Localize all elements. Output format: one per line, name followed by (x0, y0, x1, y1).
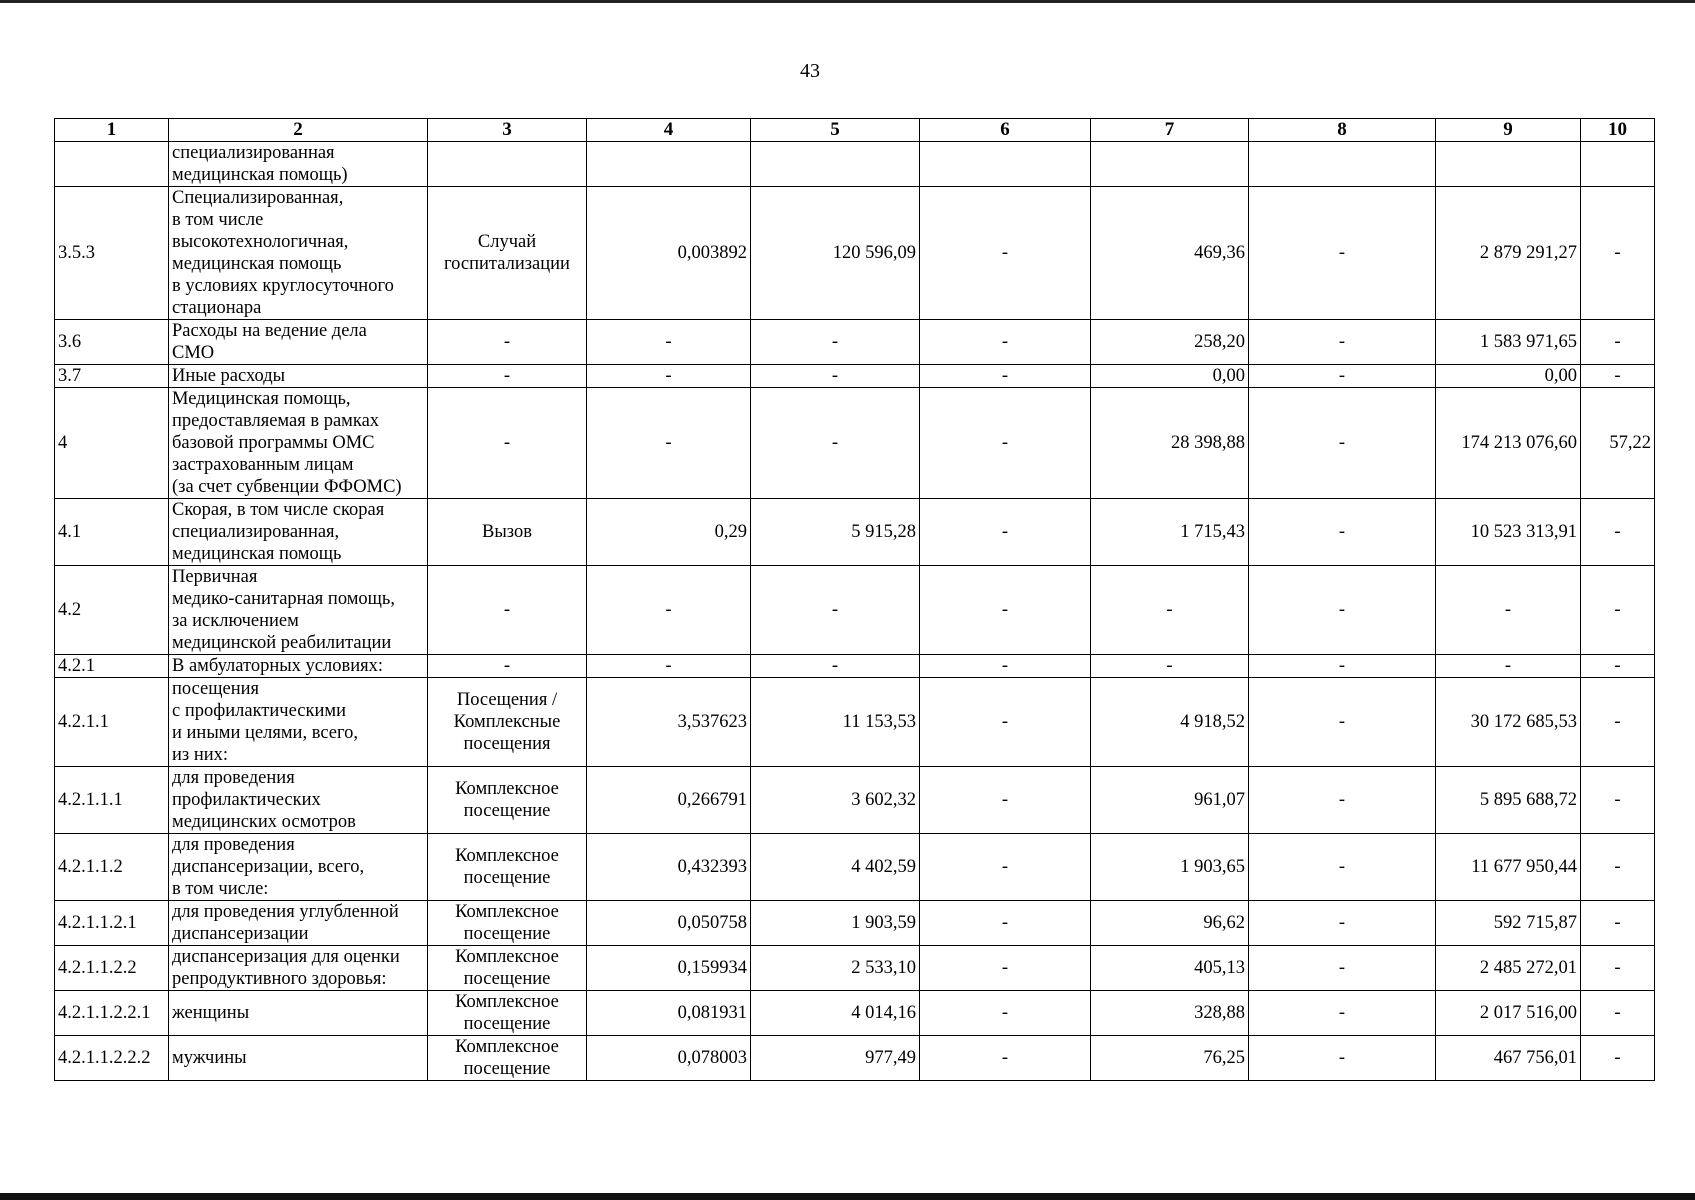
top-border-line (0, 0, 1695, 3)
cell-c8: - (1249, 1036, 1436, 1081)
row-unit-line: госпитализации (444, 254, 570, 274)
cell-c5: 2 533,10 (751, 946, 920, 991)
row-name-line: медицинских осмотров (172, 812, 356, 832)
table-row (55, 767, 1655, 834)
cell-c9: 5 895 688,72 (1436, 767, 1581, 834)
cell-c5: - (751, 655, 920, 678)
row-unit-line: посещение (463, 969, 551, 989)
cell-c4: - (587, 655, 751, 678)
row-unit-line: посещение (463, 1059, 551, 1079)
row-name-line: за исключением (172, 611, 299, 631)
row-name-line: репродуктивного здоровья: (172, 969, 387, 989)
cell-c10: - (1581, 1036, 1655, 1081)
row-name-line: Иные расходы (172, 366, 286, 386)
cell-c6: - (920, 320, 1091, 365)
row-name-line: медицинская помощь (172, 544, 342, 564)
row-unit (428, 991, 587, 1036)
row-name-line: в том числе (172, 210, 264, 230)
cell-c6: - (920, 767, 1091, 834)
cell-c9: - (1436, 655, 1581, 678)
row-code: 4.2 (55, 566, 169, 655)
cell-c10: - (1581, 499, 1655, 566)
row-name-line: Расходы на ведение дела (172, 321, 367, 341)
cell-c8 (1249, 142, 1436, 187)
cell-c6: - (920, 991, 1091, 1036)
cell-c4: 0,432393 (587, 834, 751, 901)
row-unit-line: Посещения / (456, 690, 558, 710)
header-cell: 2 (169, 119, 428, 142)
cell-c10: - (1581, 320, 1655, 365)
cell-c5: - (751, 388, 920, 499)
cell-c7: 28 398,88 (1091, 388, 1249, 499)
row-name-line: медицинской реабилитации (172, 633, 392, 653)
table-row (55, 901, 1655, 946)
cell-c8: - (1249, 365, 1436, 388)
cell-c5: 11 153,53 (751, 678, 920, 767)
cell-c5: 3 602,32 (751, 767, 920, 834)
row-unit (428, 1036, 587, 1081)
cell-c8: - (1249, 388, 1436, 499)
row-code (55, 142, 169, 187)
cell-c5: 120 596,09 (751, 187, 920, 320)
row-code: 4 (55, 388, 169, 499)
cell-c5: - (751, 365, 920, 388)
row-code: 4.2.1.1.2.2 (55, 946, 169, 991)
row-unit (428, 142, 587, 187)
header-cell: 9 (1436, 119, 1581, 142)
table-row (55, 388, 1655, 499)
row-name-line: для проведения (172, 835, 295, 855)
cell-c7: 96,62 (1091, 901, 1249, 946)
table-row (55, 499, 1655, 566)
table-row (55, 655, 1655, 678)
cell-c4: - (587, 320, 751, 365)
row-name-line: Медицинская помощь, (172, 389, 351, 409)
cell-c4: 0,29 (587, 499, 751, 566)
cell-c10: - (1581, 901, 1655, 946)
cell-c7: 1 903,65 (1091, 834, 1249, 901)
cell-c10: - (1581, 767, 1655, 834)
cell-c5: 4 014,16 (751, 991, 920, 1036)
cell-c6: - (920, 499, 1091, 566)
cell-c9: 592 715,87 (1436, 901, 1581, 946)
row-name (169, 566, 428, 655)
row-name (169, 946, 428, 991)
row-unit-line: Комплексное (455, 779, 559, 799)
row-unit-line: Комплексное (455, 992, 559, 1012)
row-code: 4.1 (55, 499, 169, 566)
row-unit (428, 946, 587, 991)
row-unit (428, 320, 587, 365)
cell-c10: - (1581, 678, 1655, 767)
cell-c9: 2 879 291,27 (1436, 187, 1581, 320)
table-row (55, 678, 1655, 767)
cell-c8: - (1249, 566, 1436, 655)
row-name-line: специализированная, (172, 522, 340, 542)
cell-c7 (1091, 142, 1249, 187)
cell-c4 (587, 142, 751, 187)
row-name-line: в условиях круглосуточного (172, 276, 394, 296)
cell-c7: - (1091, 566, 1249, 655)
cell-c7: 405,13 (1091, 946, 1249, 991)
row-name-line: специализированная (172, 143, 335, 163)
cell-c9: - (1436, 566, 1581, 655)
row-unit (428, 566, 587, 655)
row-name-line: СМО (172, 343, 215, 363)
cell-c8: - (1249, 320, 1436, 365)
row-name-line: В амбулаторных условиях: (172, 656, 384, 676)
row-name-line: Специализированная, (172, 188, 344, 208)
cell-c9: 2 485 272,01 (1436, 946, 1581, 991)
cell-c7: 961,07 (1091, 767, 1249, 834)
cell-c8: - (1249, 991, 1436, 1036)
cell-c5: - (751, 566, 920, 655)
cell-c9: 467 756,01 (1436, 1036, 1581, 1081)
row-name-line: для проведения углубленной (172, 902, 399, 922)
row-unit-line: Случай (477, 232, 537, 252)
cell-c10: - (1581, 187, 1655, 320)
cell-c5: - (751, 320, 920, 365)
cell-c8: - (1249, 655, 1436, 678)
table-row (55, 187, 1655, 320)
row-code: 3.5.3 (55, 187, 169, 320)
cell-c4: 0,081931 (587, 991, 751, 1036)
row-name-line: застрахованным лицам (172, 455, 354, 475)
row-name-line: профилактических (172, 790, 321, 810)
row-name-line: диспансеризации (172, 924, 309, 944)
cell-c9: 10 523 313,91 (1436, 499, 1581, 566)
cell-c6: - (920, 834, 1091, 901)
cell-c10: - (1581, 566, 1655, 655)
cell-c6: - (920, 566, 1091, 655)
cell-c6: - (920, 388, 1091, 499)
row-code: 4.2.1.1.2.2.1 (55, 991, 169, 1036)
row-name-line: мужчины (172, 1048, 247, 1068)
row-unit (428, 388, 587, 499)
header-cell: 6 (920, 119, 1091, 142)
row-name (169, 767, 428, 834)
cell-c6 (920, 142, 1091, 187)
cell-c4: - (587, 388, 751, 499)
row-name (169, 388, 428, 499)
cell-c10: - (1581, 834, 1655, 901)
row-unit-line: Комплексное (455, 902, 559, 922)
row-name-line: Первичная (172, 567, 258, 587)
row-name (169, 991, 428, 1036)
cell-c9 (1436, 142, 1581, 187)
table-row (55, 991, 1655, 1036)
cell-c9: 1 583 971,65 (1436, 320, 1581, 365)
row-unit (428, 834, 587, 901)
row-name (169, 365, 428, 388)
row-unit (428, 655, 587, 678)
row-name-line: (за счет субвенции ФФОМС) (172, 477, 402, 497)
row-unit-line: посещение (463, 801, 551, 821)
row-name-line: медицинская помощь) (172, 165, 348, 185)
cell-c8: - (1249, 901, 1436, 946)
row-code: 4.2.1.1.2 (55, 834, 169, 901)
row-unit-line: Комплексное (455, 1037, 559, 1057)
header-cell: 3 (428, 119, 587, 142)
row-name-line: стационара (172, 298, 262, 318)
row-code: 4.2.1.1.2.2.2 (55, 1036, 169, 1081)
row-unit-line: - (503, 332, 511, 352)
row-unit-line: Комплексное (455, 947, 559, 967)
cell-c9: 2 017 516,00 (1436, 991, 1581, 1036)
row-unit-line: Комплексные (453, 712, 561, 732)
row-name-line: базовой программы ОМС (172, 433, 375, 453)
cell-c10: - (1581, 991, 1655, 1036)
row-unit-line: - (503, 433, 511, 453)
table-row (55, 320, 1655, 365)
row-name (169, 834, 428, 901)
cell-c4: 3,537623 (587, 678, 751, 767)
row-name-line: предоставляемая в рамках (172, 411, 380, 431)
cell-c9: 174 213 076,60 (1436, 388, 1581, 499)
row-unit (428, 365, 587, 388)
row-unit-line: - (503, 600, 511, 620)
cell-c7: 4 918,52 (1091, 678, 1249, 767)
row-name-line: диспансеризация для оценки (172, 947, 400, 967)
cell-c6: - (920, 365, 1091, 388)
cell-c7: 469,36 (1091, 187, 1249, 320)
row-name (169, 1036, 428, 1081)
row-name-line: посещения (172, 679, 260, 699)
cell-c7: 1 715,43 (1091, 499, 1249, 566)
row-unit (428, 187, 587, 320)
cell-c10: - (1581, 365, 1655, 388)
cell-c6: - (920, 655, 1091, 678)
cell-c10 (1581, 142, 1655, 187)
cell-c6: - (920, 678, 1091, 767)
cell-c10: - (1581, 655, 1655, 678)
header-cell: 8 (1249, 119, 1436, 142)
row-name-line: медицинская помощь (172, 254, 342, 274)
table-row (55, 142, 1655, 187)
header-cell: 5 (751, 119, 920, 142)
row-name-line: для проведения (172, 768, 295, 788)
row-code: 4.2.1 (55, 655, 169, 678)
row-unit-line: посещения (463, 734, 551, 754)
row-unit (428, 499, 587, 566)
cell-c8: - (1249, 499, 1436, 566)
cell-c4: 0,159934 (587, 946, 751, 991)
row-name (169, 187, 428, 320)
table-row (55, 1036, 1655, 1081)
row-unit-line: посещение (463, 924, 551, 944)
row-code: 4.2.1.1.2.1 (55, 901, 169, 946)
row-unit-line: Вызов (482, 522, 532, 542)
cell-c8: - (1249, 187, 1436, 320)
cell-c9: 0,00 (1436, 365, 1581, 388)
row-name-line: в том числе: (172, 879, 269, 899)
row-code: 4.2.1.1.1 (55, 767, 169, 834)
cell-c5: 5 915,28 (751, 499, 920, 566)
row-name-line: женщины (172, 1003, 250, 1023)
cell-c7: 76,25 (1091, 1036, 1249, 1081)
table-row (55, 834, 1655, 901)
cell-c5: 1 903,59 (751, 901, 920, 946)
cell-c4: 0,078003 (587, 1036, 751, 1081)
cell-c4: 0,003892 (587, 187, 751, 320)
row-code: 4.2.1.1 (55, 678, 169, 767)
cell-c9: 30 172 685,53 (1436, 678, 1581, 767)
cell-c7: 258,20 (1091, 320, 1249, 365)
page-number: 43 (800, 60, 820, 82)
cell-c6: - (920, 1036, 1091, 1081)
cell-c4: - (587, 566, 751, 655)
table-row (55, 365, 1655, 388)
cell-c5 (751, 142, 920, 187)
row-name (169, 678, 428, 767)
cell-c4: - (587, 365, 751, 388)
row-name-line: высокотехнологичная, (172, 232, 349, 252)
row-code: 3.6 (55, 320, 169, 365)
row-name (169, 901, 428, 946)
cell-c9: 11 677 950,44 (1436, 834, 1581, 901)
row-unit-line: - (503, 366, 511, 386)
cell-c8: - (1249, 678, 1436, 767)
row-name-line: из них: (172, 745, 229, 765)
cell-c8: - (1249, 767, 1436, 834)
cell-c8: - (1249, 946, 1436, 991)
cell-c8: - (1249, 834, 1436, 901)
row-name-line: Скорая, в том числе скорая (172, 500, 385, 520)
cell-c10: - (1581, 946, 1655, 991)
row-code: 3.7 (55, 365, 169, 388)
cell-c6: - (920, 187, 1091, 320)
header-cell: 10 (1581, 119, 1655, 142)
row-name-line: с профилактическими (172, 701, 346, 721)
cell-c7: 0,00 (1091, 365, 1249, 388)
cell-c6: - (920, 901, 1091, 946)
header-cell: 4 (587, 119, 751, 142)
table-row (55, 566, 1655, 655)
row-unit-line: посещение (463, 1014, 551, 1034)
row-name-line: и иными целями, всего, (172, 723, 358, 743)
bottom-scan-edge (0, 1193, 1695, 1200)
row-name (169, 499, 428, 566)
cell-c6: - (920, 946, 1091, 991)
row-unit-line: Комплексное (455, 846, 559, 866)
header-cell: 1 (55, 119, 169, 142)
row-name-line: медико-санитарная помощь, (172, 589, 395, 609)
row-unit (428, 767, 587, 834)
row-name (169, 142, 428, 187)
row-name (169, 655, 428, 678)
cell-c7: 328,88 (1091, 991, 1249, 1036)
data-table (54, 118, 1655, 1081)
cell-c5: 977,49 (751, 1036, 920, 1081)
cell-c10: 57,22 (1581, 388, 1655, 499)
row-unit (428, 901, 587, 946)
row-name (169, 320, 428, 365)
header-row (55, 119, 1655, 142)
cell-c7: - (1091, 655, 1249, 678)
row-unit-line: - (503, 656, 511, 676)
cell-c4: 0,266791 (587, 767, 751, 834)
row-unit (428, 678, 587, 767)
row-name-line: диспансеризации, всего, (172, 857, 365, 877)
table-row (55, 946, 1655, 991)
cell-c5: 4 402,59 (751, 834, 920, 901)
header-cell: 7 (1091, 119, 1249, 142)
row-unit-line: посещение (463, 868, 551, 888)
cell-c4: 0,050758 (587, 901, 751, 946)
